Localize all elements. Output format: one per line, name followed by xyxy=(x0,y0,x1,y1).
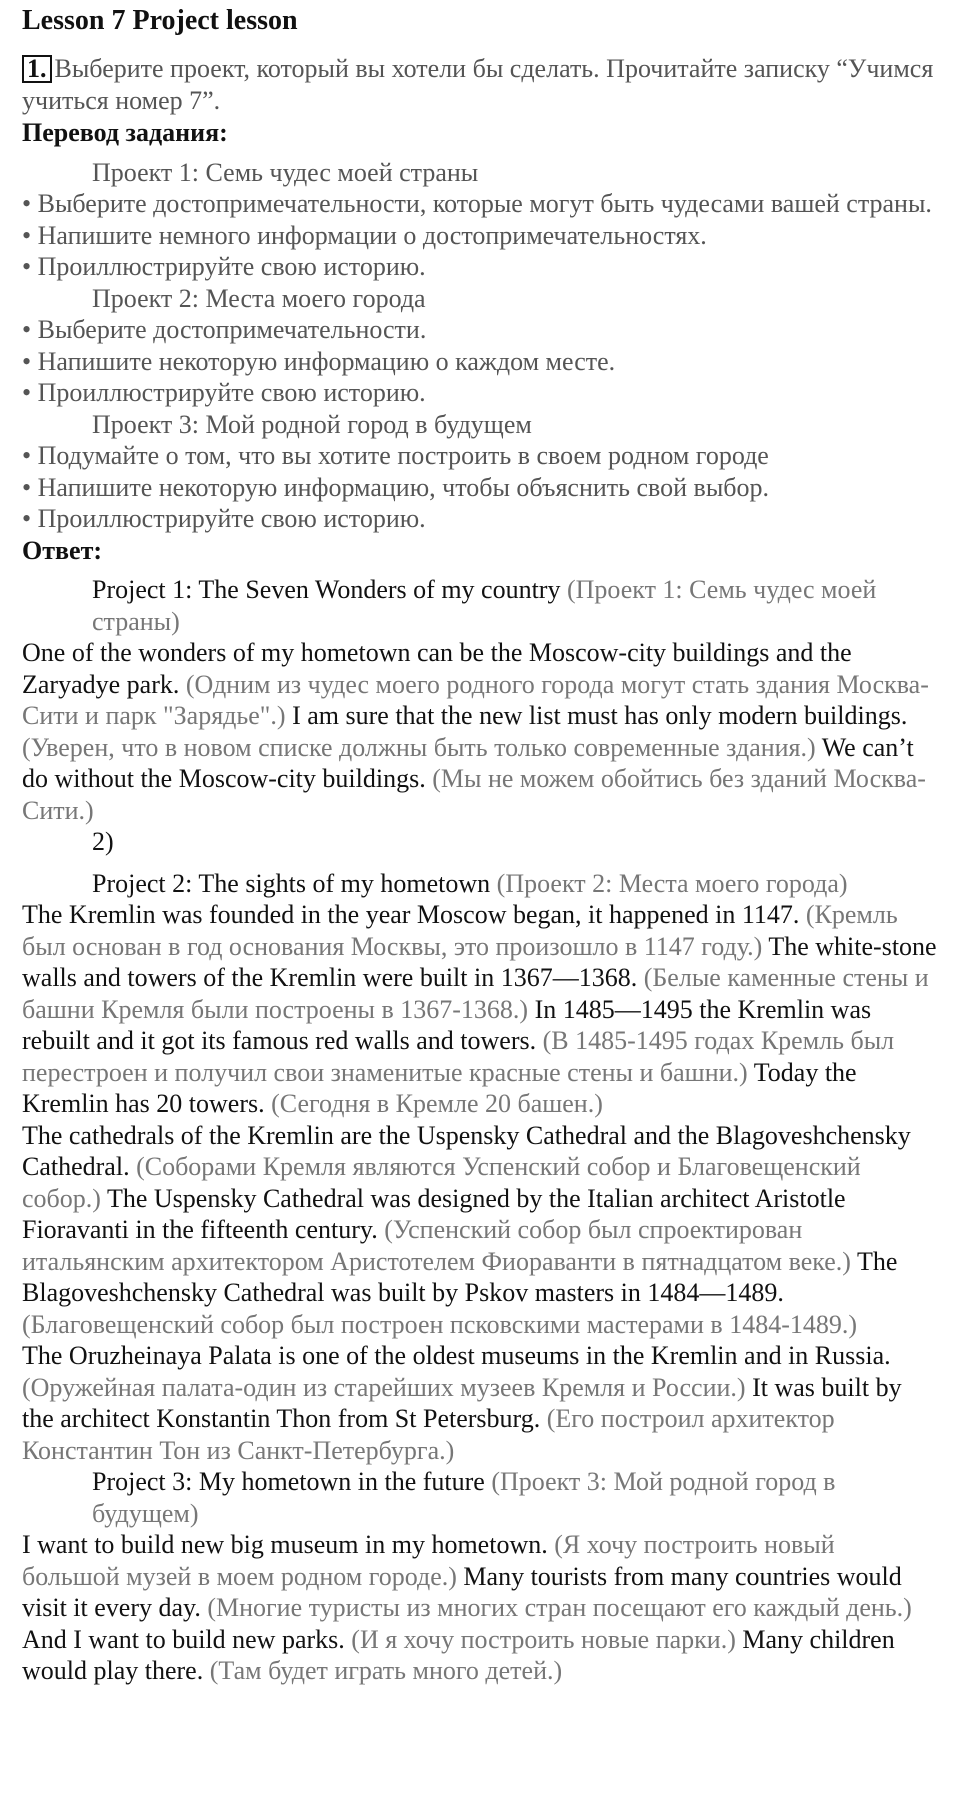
translation-heading: Перевод задания: xyxy=(22,118,228,147)
sentence-en: The Kremlin was founded in the year Moscow began, it happened in 1147. xyxy=(22,900,800,929)
bullet-item: • Проиллюстрируйте свою историю. xyxy=(22,251,938,283)
bullet-item: • Выберите достопримечательности. xyxy=(22,314,938,346)
bullet-item: • Напишите некоторую информацию о каждом месте. xyxy=(22,346,938,378)
sentence-en: I am sure that the new list must has only modern buildings. xyxy=(292,701,908,730)
sentence-en: I want to build new big museum in my hometown. xyxy=(22,1530,548,1559)
project-3-heading xyxy=(22,1466,938,1529)
sentence-en: Many tourists from many countries would visit it every day. xyxy=(22,1561,902,1622)
heading-ru: (Проект 3: Мой родной город в будущем) xyxy=(92,1467,836,1528)
sentence-ru: (Одним из чудес моего родного города могут стать здания Москва-Сити и парк "Зарядье".) xyxy=(22,669,929,730)
project-2-paragraph-2 xyxy=(22,1120,938,1341)
sentence-en: The cathedrals of the Kremlin are the Uspensky Cathedral and the Blagoveshchensky Cathedral. xyxy=(22,1120,911,1181)
sentence-ru: (Многие туристы из многих стран посещают его каждый день.) xyxy=(207,1593,912,1622)
sentence-ru: (И я хочу построить новые парки.) xyxy=(351,1624,736,1654)
project-heading-ru: Проект 2: Места моего города xyxy=(92,283,426,313)
heading-en: Project 2: The sights of my hometown xyxy=(92,868,491,898)
project-1-paragraph xyxy=(22,637,938,826)
project-heading-ru: Проект 1: Семь чудес моей страны xyxy=(92,157,479,187)
sentence-en: It was built by the architect Konstantin Thon from St Petersburg. xyxy=(22,1372,902,1433)
project-2-heading xyxy=(22,868,938,900)
sentence-ru: (Соборами Кремля являются Успенский собор и Благовещенский собор.) xyxy=(22,1152,861,1213)
sentence-en: The Oruzheinaya Palata is one of the oldest museums in the Kremlin and in Russia. xyxy=(22,1341,891,1370)
project-2-paragraph-1 xyxy=(22,899,938,1120)
lesson-title: Lesson 7 Project lesson xyxy=(22,5,298,36)
item-number: 2) xyxy=(92,827,114,856)
sentence-ru: (Его построил архитектор Константин Тон из Санкт-Петербурга.) xyxy=(22,1404,835,1465)
sentence-en: Today the Kremlin has 20 towers. xyxy=(22,1057,857,1118)
heading-en: Project 1: The Seven Wonders of my country xyxy=(92,575,561,604)
sentence-en: The Blagoveshchensky Cathedral was built by Pskov masters in 1484—1489. xyxy=(22,1246,898,1307)
bullet-item: • Напишите некоторую информацию, чтобы объяснить свой выбор. xyxy=(22,472,938,504)
task-1 xyxy=(22,53,938,116)
sentence-en: We can’t do without the Moscow-city buildings. xyxy=(22,732,914,793)
translation-list xyxy=(22,157,938,535)
sentence-en: And I want to build new parks. xyxy=(22,1624,345,1654)
answers-section xyxy=(22,574,938,1687)
sentence-ru: (Мы не можем обойтись без зданий Москва-Сити.) xyxy=(22,764,926,825)
sentence-ru: (Успенский собор был спроектирован итальянским архитектором Аристотелем Фиораванти в пятнадцатом веке.) xyxy=(22,1215,851,1276)
heading-ru: (Проект 2: Места моего города) xyxy=(496,868,848,898)
sentence-en: Many children would play there. xyxy=(22,1624,895,1685)
answer-label: Ответ: xyxy=(22,535,103,565)
sentence-en: In 1485—1495 the Kremlin was rebuilt and it got its famous red walls and towers. xyxy=(22,994,872,1055)
heading-en: Project 3: My hometown in the future xyxy=(92,1467,485,1496)
sentence-en: One of the wonders of my hometown can be the Moscow-city buildings and the Zaryadye park. xyxy=(22,638,852,699)
sentence-ru: (Белые каменные стены и башни Кремля были построены в 1367-1368.) xyxy=(22,963,929,1024)
bullet-item: • Проиллюстрируйте свою историю. xyxy=(22,503,938,535)
sentence-ru: (Там будет играть много детей.) xyxy=(209,1656,563,1685)
bullet-item: • Подумайте о том, что вы хотите построить в своем родном городе xyxy=(22,440,938,472)
bullet-item: • Проиллюстрируйте свою историю. xyxy=(22,377,938,409)
project-2-paragraph-3 xyxy=(22,1340,938,1466)
sentence-ru: (Уверен, что в новом списке должны быть только современные здания.) xyxy=(22,732,816,762)
sentence-ru: (Благовещенский собор был построен псковскими мастерами в 1484-1489.) xyxy=(22,1309,858,1339)
sentence-ru: (Кремль был основан в год основания Москвы, это произошло в 1147 году.) xyxy=(22,900,898,961)
heading-ru: (Проект 1: Семь чудес моей страны) xyxy=(92,575,877,636)
project-1-heading xyxy=(22,574,938,637)
bullet-item: • Напишите немного информации о достопримечательностях. xyxy=(22,220,938,252)
sentence-ru: (Сегодня в Кремле 20 башен.) xyxy=(271,1089,603,1118)
sentence-ru: (В 1485-1495 годах Кремль был перестроен и получил свои знаменитые красные стены и башни.) xyxy=(22,1026,895,1087)
sentence-en: The white-stone walls and towers of the Kremlin were built in 1367—1368. xyxy=(22,931,937,992)
bullet-item: • Выберите достопримечательности, которые могут быть чудесами вашей страны. xyxy=(22,188,938,220)
task-number-box: 1. xyxy=(22,55,52,83)
sentence-ru: (Я хочу построить новый большой музей в моем родном городе.) xyxy=(22,1530,835,1591)
sentence-ru: (Оружейная палата-один из старейших музеев Кремля и России.) xyxy=(22,1372,746,1402)
project-heading-ru: Проект 3: Мой родной город в будущем xyxy=(92,409,532,439)
task-text: Выберите проект, который вы хотели бы сделать. Прочитайте записку “Учимся учиться номер 7”. xyxy=(22,54,934,115)
project-3-paragraph xyxy=(22,1529,938,1687)
sentence-en: The Uspensky Cathedral was designed by the Italian architect Aristotle Fioravanti in the fifteenth century. xyxy=(22,1183,846,1244)
